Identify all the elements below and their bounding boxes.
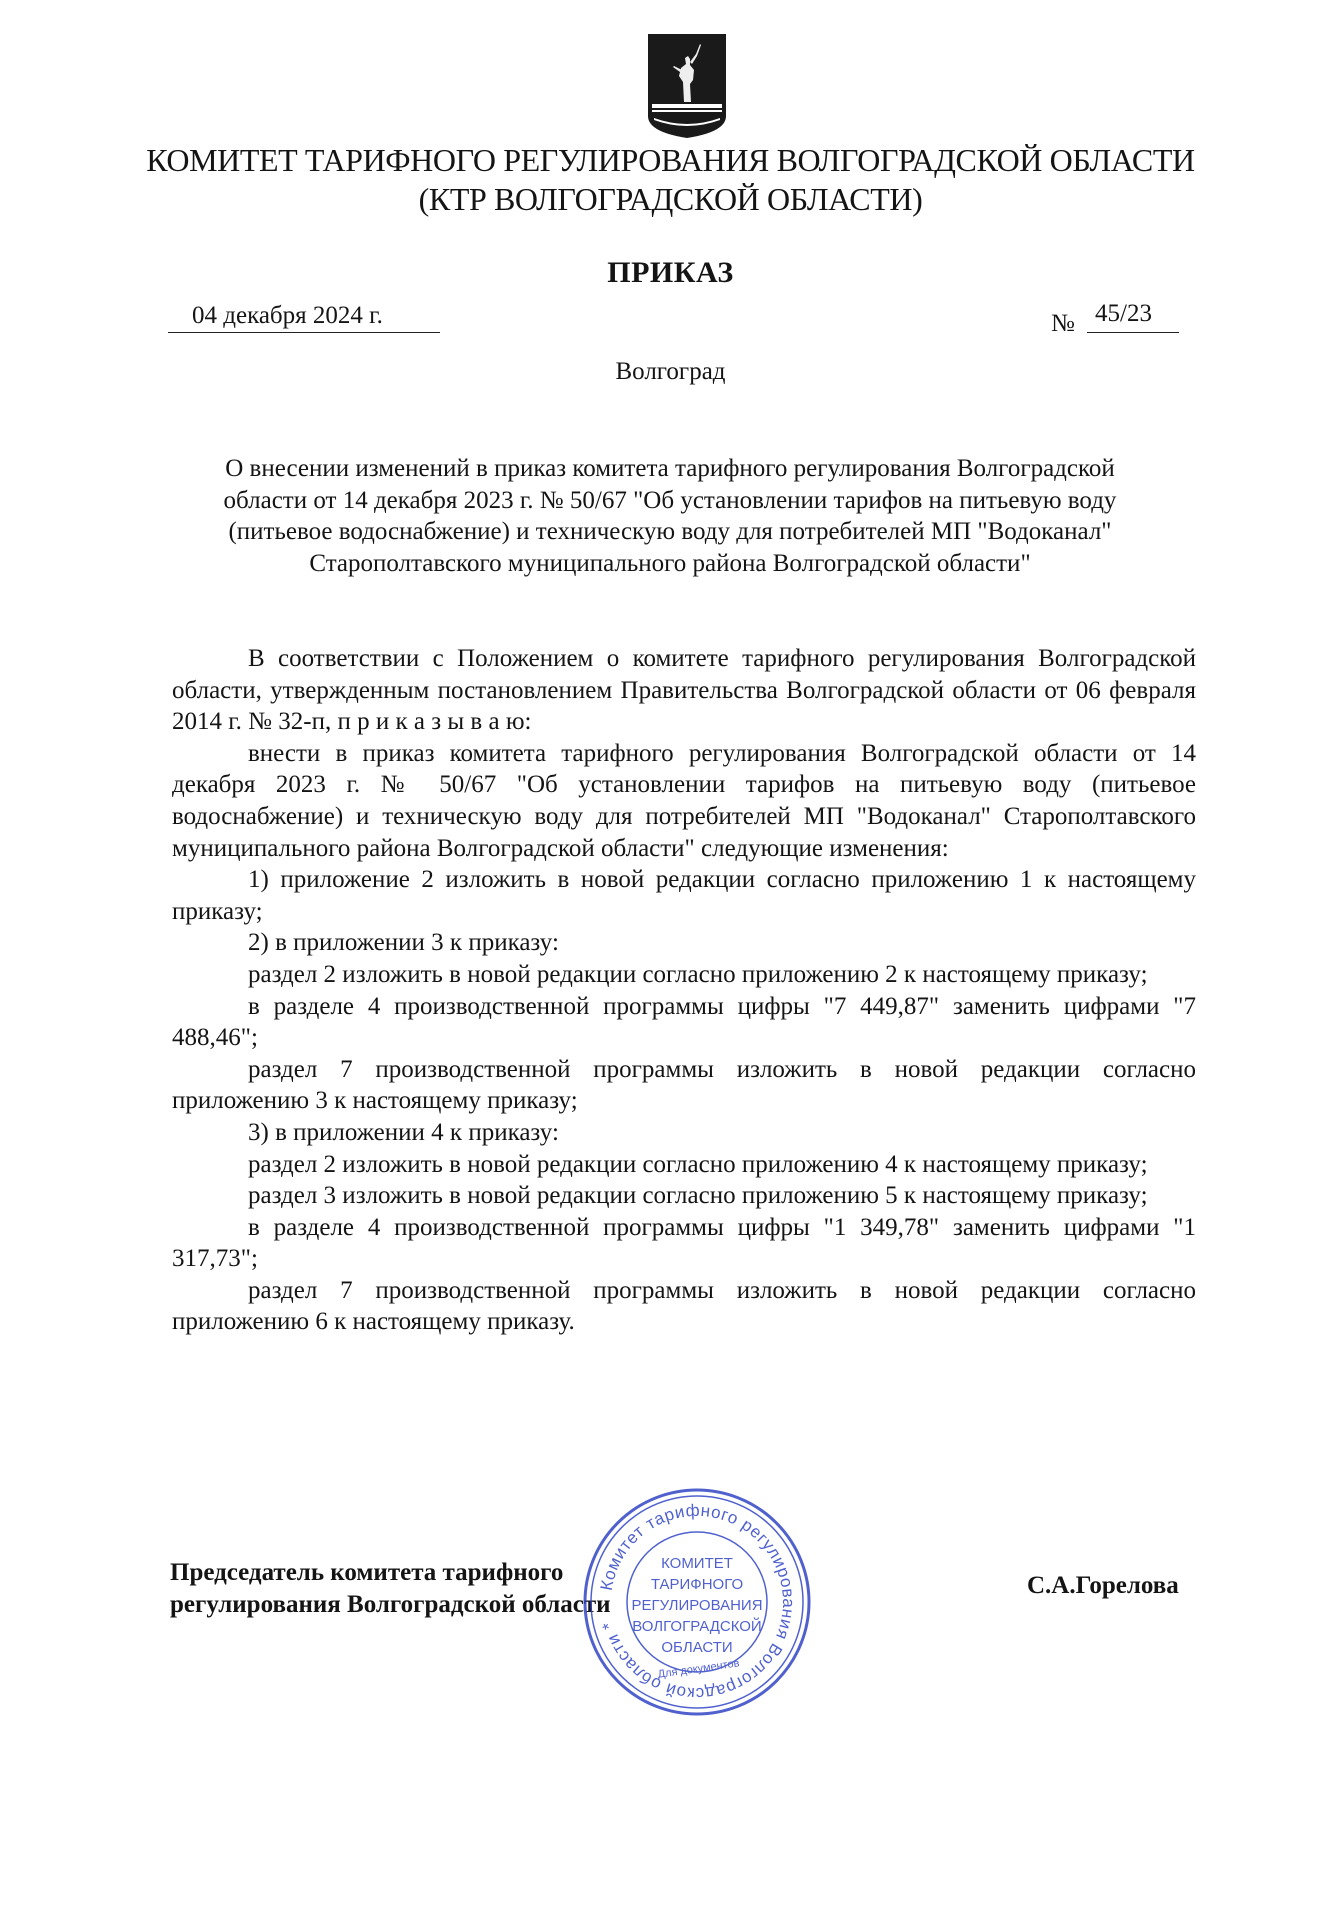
signer-position [170,1557,611,1621]
document-body [172,643,1196,1338]
body-paragraph: раздел 2 изложить в новой редакции согласно приложению 2 к настоящему приказу; [248,960,1148,988]
body-paragraph: в разделе 4 производственной программы цифры "1 349,78" заменить цифрами "1 317,73"; [172,1213,1196,1273]
body-paragraph: раздел 7 производственной программы изложить в новой редакции согласно приложению 6 к настоящему приказу. [172,1276,1196,1336]
body-paragraph: раздел 7 производственной программы изложить в новой редакции согласно приложению 3 к настоящему приказу; [172,1055,1196,1115]
document-city: Волгоград [615,358,726,385]
body-paragraph: 2) в приложении 3 к приказу: [248,929,559,957]
body-paragraph: раздел 3 изложить в новой редакции согласно приложению 5 к настоящему приказу; [248,1182,1148,1210]
subject-line: (питьевое водоснабжение) и техническую воду для потребителей МП "Водоканал" [228,518,1112,545]
signer-name: С.А.Горелова [1027,1572,1179,1599]
body-paragraph: В соответствии с Положением о комитете тарифного регулирования Волгоградской области, утвержденным постановлением Правительства Волгоградской области от 06 февраля 2014 г. № 32-п, п р и к а з ы в а ю: [172,645,1196,736]
coat-of-arms-emblem-icon [646,32,728,140]
svg-text:Для документов: Для документов [656,1657,741,1681]
document-number: 45/23 [1087,300,1179,333]
svg-text:Комитет тарифного регулировани: Комитет тарифного регулирования Волгоградской области * [596,1500,799,1704]
number-label: № [1051,310,1075,337]
svg-text:КОМИТЕТ: КОМИТЕТ [661,1555,733,1572]
body-paragraph: внести в приказ комитета тарифного регулирования Волгоградской области от 14 декабря 2023 г. № 50/67 "Об установлении тарифов на питьевую воду (питьевое водоснабжение) и техническую воду для потребителей МП "Водоканал" Старополтавского муниципального района Волгоградской области" следующие изменения: [172,739,1196,862]
official-seal-stamp [581,1486,813,1718]
organization-short-name: (КТР ВОЛГОГРАДСКОЙ ОБЛАСТИ) [418,181,923,217]
document-title: ПРИКАЗ [607,256,734,289]
body-paragraph: в разделе 4 производственной программы цифры "7 449,87" заменить цифрами "7 488,46"; [172,992,1196,1052]
subject-line: области от 14 декабря 2023 г. № 50/67 "Об установлении тарифов на питьевую воду [223,486,1117,514]
signer-position-line: Председатель комитета тарифного [170,1559,564,1586]
subject-line: О внесении изменений в приказ комитета тарифного регулирования Волгоградской [225,455,1115,482]
body-paragraph: раздел 2 изложить в новой редакции согласно приложению 4 к настоящему приказу; [248,1150,1148,1178]
body-paragraph: 3) в приложении 4 к приказу: [248,1118,559,1146]
svg-text:ОБЛАСТИ: ОБЛАСТИ [661,1639,733,1656]
document-subject [170,453,1170,579]
organization-name: КОМИТЕТ ТАРИФНОГО РЕГУЛИРОВАНИЯ ВОЛГОГРАДСКОЙ ОБЛАСТИ [146,142,1195,178]
subject-line: Старополтавского муниципального района Волгоградской области" [309,549,1031,577]
svg-text:ВОЛГОГРАДСКОЙ: ВОЛГОГРАДСКОЙ [632,1618,762,1635]
svg-text:РЕГУЛИРОВАНИЯ: РЕГУЛИРОВАНИЯ [631,1597,763,1614]
signer-position-line: регулирования Волгоградской области [170,1591,611,1618]
svg-text:ТАРИФНОГО: ТАРИФНОГО [650,1576,744,1593]
body-paragraph: 1) приложение 2 изложить в новой редакции согласно приложению 1 к настоящему приказу; [172,866,1196,925]
document-date: 04 декабря 2024 г. [168,302,440,333]
